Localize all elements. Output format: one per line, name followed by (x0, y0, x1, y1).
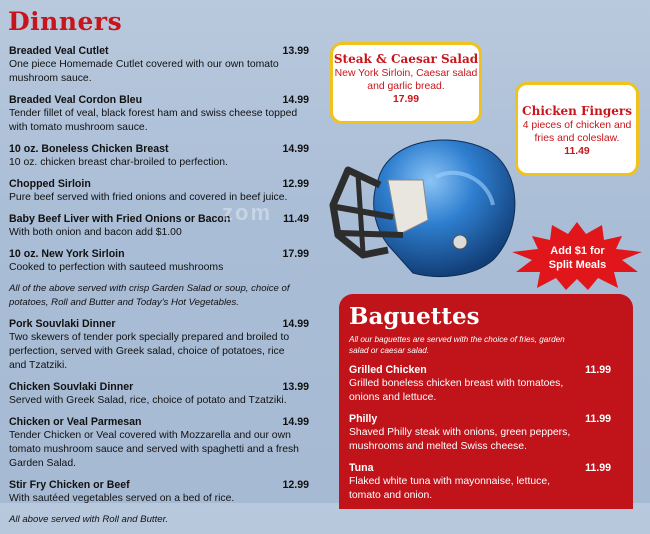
item-price: 13.99 (282, 381, 309, 393)
baguettes-panel (339, 294, 633, 509)
item-price: 11.49 (283, 213, 309, 225)
split-meals-text (510, 244, 645, 272)
item-desc: Shaved Philly steak with onions, green peppers, mushrooms and melted Swiss cheese. (349, 427, 571, 452)
football-helmet-icon (318, 125, 528, 285)
item-name: 10 oz. Boneless Chicken Breast (9, 143, 169, 155)
item-name: Baby Beef Liver with Fried Onions or Bacon (9, 213, 231, 225)
item-name: Chopped Sirloin (9, 178, 91, 190)
card-desc: 4 pieces of chicken and fries and coleslaw. (522, 120, 632, 144)
item-desc: Tender Chicken or Veal covered with Mozzarella and our own tomato mushroom sauce and served with spaghetti and a fresh Garden Salad. (9, 430, 299, 469)
steak-caesar-card (330, 42, 482, 124)
dinner-note: All above served with Roll and Butter. (9, 514, 169, 525)
item-name: Tuna (349, 462, 374, 474)
card-price: 11.49 (564, 146, 590, 157)
item-price: 14.99 (282, 94, 309, 106)
item-desc: One piece Homemade Cutlet covered with our own tomato mushroom sauce. (9, 59, 279, 84)
card-title: Chicken Fingers (522, 104, 632, 118)
item-desc: Flaked white tuna with mayonnaise, lettuce, tomato and onion. (349, 476, 550, 501)
baguette-item (349, 461, 623, 503)
burst-line-2: Split Meals (548, 259, 607, 271)
item-desc: Two skewers of tender pork specially prepared and broiled to perfection, served with Greek salad, choice of potatoes, rice and Tzatziki. (9, 332, 290, 371)
item-price: 11.99 (585, 462, 611, 474)
item-price: 11.99 (585, 413, 611, 425)
menu-item (9, 142, 309, 170)
item-desc: 10 oz. chicken breast char-broiled to perfection. (9, 157, 228, 168)
item-name: Philly (349, 413, 378, 425)
item-name: Breaded Veal Cordon Bleu (9, 94, 143, 106)
item-desc: Grilled boneless chicken breast with tomatoes, onions and lettuce. (349, 378, 564, 403)
item-name: 10 oz. New York Sirloin (9, 248, 125, 260)
item-price: 14.99 (282, 318, 309, 330)
dinners-menu (9, 44, 309, 534)
card-desc: New York Sirloin, Caesar salad and garlic bread. (334, 68, 478, 92)
chicken-fingers-card (515, 82, 639, 176)
burst-line-1: Add $1 for (550, 245, 605, 257)
item-name: Breaded Veal Cutlet (9, 45, 109, 57)
menu-item (9, 93, 309, 135)
item-price: 14.99 (282, 416, 309, 428)
item-price: 14.99 (282, 143, 309, 155)
baguettes-title: Baguettes (349, 303, 480, 330)
dinner-note: All of the above served with crisp Garden Salad or soup, choice of potatoes, Roll and Butter and Today's Hot Vegetables. (9, 283, 290, 308)
item-name: Chicken Souvlaki Dinner (9, 381, 134, 393)
menu-item (9, 478, 309, 506)
menu-item (9, 44, 309, 86)
item-price: 17.99 (282, 248, 309, 260)
menu-item (9, 415, 309, 471)
item-desc: Served with Greek Salad, rice, choice of potato and Tzatziki. (9, 395, 287, 406)
item-desc: Cooked to perfection with sauteed mushrooms (9, 262, 224, 273)
baguette-item (349, 412, 623, 454)
item-desc: With both onion and bacon add $1.00 (9, 227, 182, 238)
card-price: 17.99 (392, 94, 419, 105)
item-name: Chicken or Veal Parmesan (9, 416, 142, 428)
dinners-title: Dinners (8, 7, 123, 36)
item-desc: Tender fillet of veal, black forest ham and swiss cheese topped with tomato mushroom sauce. (9, 108, 298, 133)
item-name: Stir Fry Chicken or Beef (9, 479, 130, 491)
menu-item (9, 317, 309, 373)
item-price: 12.99 (282, 178, 309, 190)
item-price: 13.99 (282, 45, 309, 57)
baguettes-intro: All our baguettes are served with the choice of fries, garden salad or caesar salad. (349, 335, 565, 355)
item-desc: With sautéed vegetables served on a bed of rice. (9, 493, 235, 504)
item-price: 12.99 (282, 479, 309, 491)
menu-item (9, 247, 309, 275)
watermark: zom (222, 200, 272, 225)
baguette-item (349, 363, 623, 405)
item-name: Grilled Chicken (349, 364, 427, 376)
item-price: 11.99 (585, 364, 611, 376)
card-title: Steak & Caesar Salad (333, 52, 479, 66)
menu-item (9, 380, 309, 408)
item-name: Pork Souvlaki Dinner (9, 318, 116, 330)
item-desc: Pure beef served with fried onions and covered in beef juice. (9, 192, 288, 203)
